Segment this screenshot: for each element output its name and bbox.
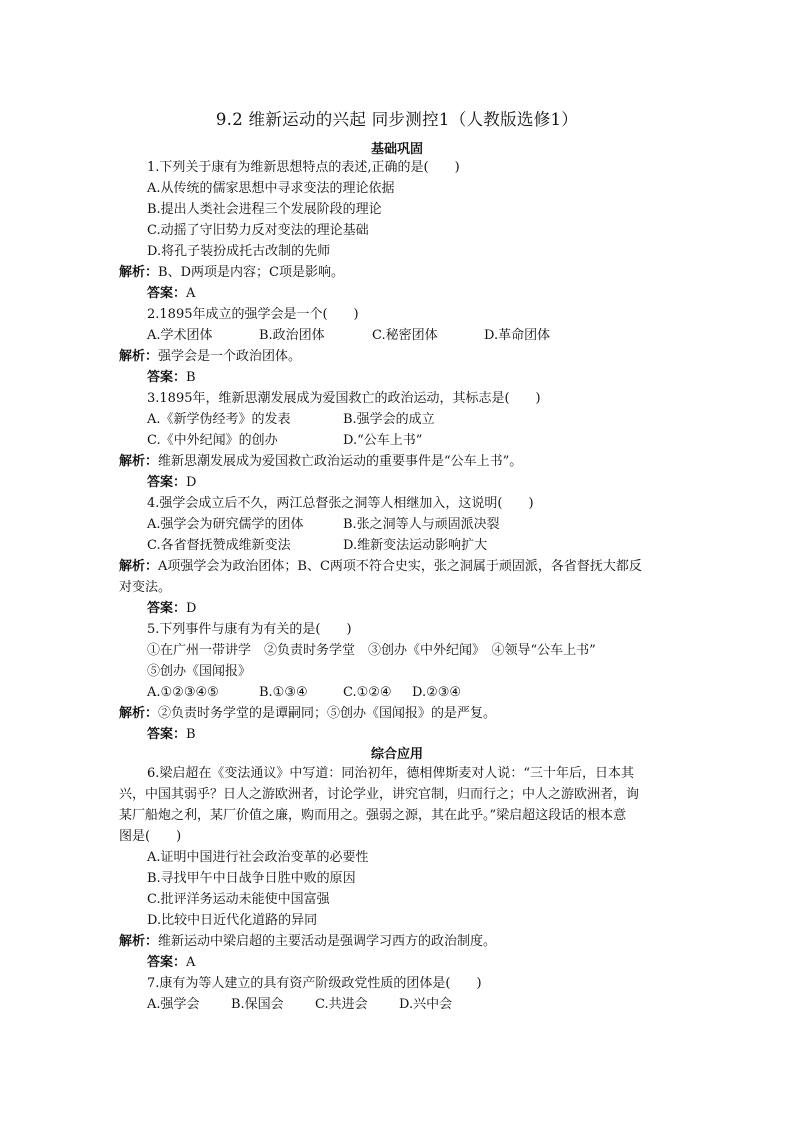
q7-stem: 7.康有为等人建立的具有资产阶级政党性质的团体是( ) [147,976,482,991]
q2-stem: 2.1895年成立的强学会是一个( ) [147,307,359,322]
analysis-label: 解析： [119,706,159,721]
q6-option-d: D.比较中日近代化道路的异同 [147,913,318,928]
q3-answer-value: D [186,475,197,490]
section-heading-comprehensive: 综合应用 [370,747,423,762]
q2-analysis-text: 强学会是一个政治团体。 [158,349,302,364]
q5-option-c: C.①②④ [343,685,392,700]
analysis-label: 解析： [119,265,159,280]
q2-answer-value: B [186,370,196,385]
q5-analysis-text: ②负责时务学堂的是谭嗣同；⑤创办《国闻报》的是严复。 [158,706,497,721]
q5-option-d: D.②③④ [412,685,462,700]
q2-option-b: B.政治团体 [259,328,325,343]
answer-label: 答案： [147,727,187,742]
analysis-label: 解析： [119,454,159,469]
q4-option-d: D.维新变法运动影响扩大 [343,538,488,553]
q1-analysis-text: B、D两项是内容；C项是影响。 [158,265,344,280]
q6-answer [147,953,195,973]
q2-option-d: D.革命团体 [484,328,551,343]
q4-answer [147,599,196,619]
q1-option-b: B.提出人类社会进程三个发展阶段的理论 [147,202,382,217]
q4-option-c: C.各省督抚赞成维新变法 [147,538,291,553]
q5-stem: 5.下列事件与康有为有关的是( ) [147,622,352,637]
q6-analysis-text: 维新运动中梁启超的主要活动是强调学习西方的政治制度。 [158,934,497,949]
answer-label: 答案： [147,955,187,970]
answer-label: 答案： [147,286,187,301]
q1-stem: 1.下列关于康有为维新思想特点的表述,正确的是( ) [147,160,460,175]
q4-analysis-cont: 对变法。 [119,580,172,595]
q2-option-a: A.学术团体 [147,328,213,343]
q2-option-c: C.秘密团体 [372,328,438,343]
q3-analysis-text: 维新思潮发展成为爱国救亡政治运动的重要事件是“公车上书”。 [158,454,523,469]
q4-analysis-text: A项强学会为政治团体；B、C两项不符合史实，张之洞属于顽固派，各省督抚大都反 [158,559,642,574]
q5-items-line1: ①在广州一带讲学 ②负责时务学堂 ③创办《中外纪闻》 ④领导“公车上书” [147,643,596,658]
q4-answer-value: D [186,601,197,616]
q4-analysis [119,557,642,577]
q6-stem-cont-1: 兴，中国其弱乎？日人之游欧洲者，讨论学业，讲究官制，归而行之；中人之游欧洲者，询 [119,787,640,802]
q1-analysis [119,263,344,283]
q6-option-c: C.批评洋务运动未能使中国富强 [147,892,330,907]
q4-option-b: B.张之洞等人与顽固派决裂 [343,517,500,532]
analysis-label: 解析： [119,559,159,574]
q3-option-b: B.强学会的成立 [343,412,435,427]
q3-option-c: C.《中外纪闻》的创办 [147,433,278,448]
q5-analysis [119,704,496,724]
q4-option-a: A.强学会为研究儒学的团体 [147,517,304,532]
q4-stem: 4.强学会成立后不久，两江总督张之洞等人相继加入，这说明( ) [147,496,534,511]
q5-option-b: B.①③④ [259,685,308,700]
q3-option-a: A.《新学伪经考》的发表 [147,412,291,427]
q6-analysis [119,932,496,952]
q6-stem-cont-2: 某厂船炮之利，某厂价值之廉，购而用之。强弱之源，其在此乎。”梁启超这段话的根本意 [119,808,627,823]
q5-answer [147,725,196,745]
q3-analysis [119,452,522,472]
q6-stem: 6.梁启超在《变法通议》中写道：同治初年，德相俾斯麦对人说：“三十年后，日本其 [147,766,635,781]
q1-answer-value: A [186,286,196,301]
q1-option-d: D.将孔子装扮成托古改制的先师 [147,244,331,259]
q6-option-a: A.证明中国进行社会政治变革的必要性 [147,850,369,865]
q6-answer-value: A [186,955,196,970]
q3-stem: 3.1895年，维新思潮发展成为爱国救亡的政治运动，其标志是( ) [147,391,541,406]
q5-option-a: A.①②③④⑤ [147,685,219,700]
q5-items-line2: ⑤创办《国闻报》 [147,664,252,679]
answer-label: 答案： [147,475,187,490]
q7-option-b: B.保国会 [231,997,284,1012]
q5-answer-value: B [186,727,196,742]
q3-answer [147,473,196,493]
q7-option-d: D.兴中会 [399,997,453,1012]
q3-option-d: D.“公车上书” [343,433,423,448]
q6-option-b: B.寻找甲午中日战争日胜中败的原因 [147,871,356,886]
section-heading-basic: 基础巩固 [370,142,423,157]
q1-option-a: A.从传统的儒家思想中寻求变法的理论依据 [147,181,395,196]
answer-label: 答案： [147,601,187,616]
q2-analysis [119,347,301,367]
page-title: 9.2 维新运动的兴起 同步测控1（人教版选修1） [215,110,579,129]
q2-answer [147,368,196,388]
q1-answer [147,284,195,304]
analysis-label: 解析： [119,349,159,364]
q1-option-c: C.动摇了守旧势力反对变法的理论基础 [147,223,369,238]
q6-stem-cont-3: 图是( ) [119,829,182,844]
answer-label: 答案： [147,370,187,385]
q7-option-c: C.共进会 [315,997,368,1012]
q7-option-a: A.强学会 [147,997,200,1012]
analysis-label: 解析： [119,934,159,949]
